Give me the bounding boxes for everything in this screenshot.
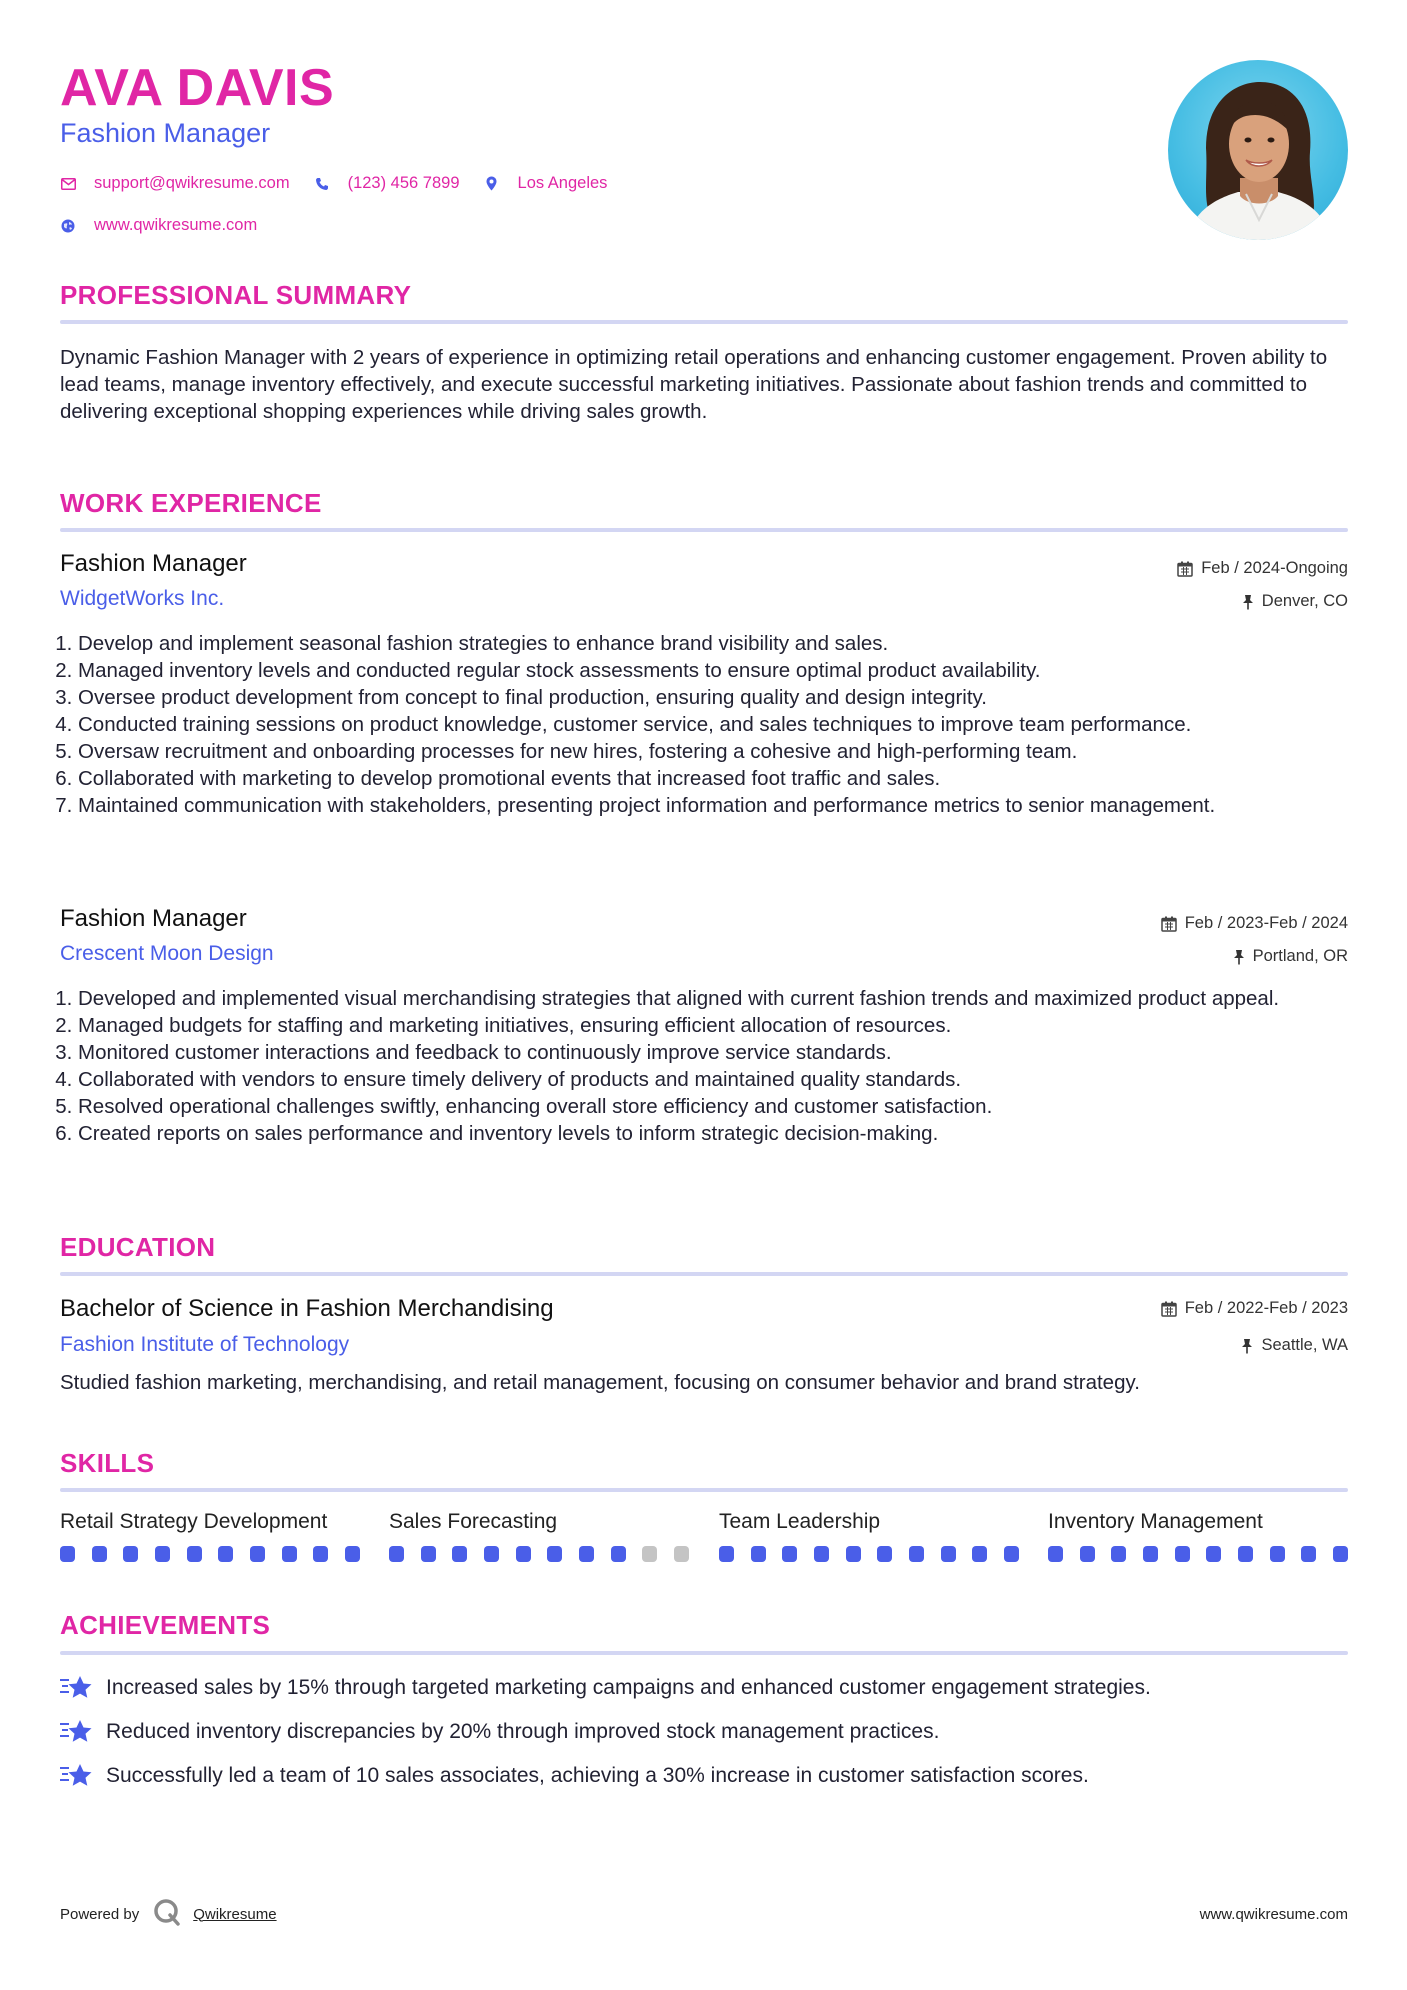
summary-text: Dynamic Fashion Manager with 2 years of experience in optimizing retail operations and enhancing customer engagement. Proven ability to lead teams, manage inventory effectively, and execute successful marketing initiatives. Passionate about fashion trends and committed to delivering exceptional shopping experiences while driving sales growth. [60,346,1328,423]
candidate-name: AVA DAVIS [60,59,335,117]
education-dates-text: Feb / 2022-Feb / 2023 [1184,1299,1348,1317]
pin-icon [1233,949,1245,965]
location-text: Los Angeles [517,174,608,192]
job-bullets [60,985,1348,1147]
section-divider [60,1488,1348,1492]
star-icon [60,1674,92,1702]
contact-row [60,174,631,193]
skill-dot-filled [941,1546,956,1562]
skill-dot-filled [92,1546,107,1562]
skill-item [389,1510,689,1562]
achievement-item [60,1674,1151,1702]
skill-dot-filled [123,1546,138,1562]
list-item: 4. Conducted training sessions on product knowledge, customer service, and sales techniques to improve team performance. [78,711,1348,738]
skill-rating [719,1546,1019,1562]
job-location [1233,947,1348,966]
skill-dot-filled [1270,1546,1285,1562]
education-dates [1161,1299,1348,1318]
skill-dot-filled [579,1546,594,1562]
skill-dot-filled [389,1546,404,1562]
summary-heading: PROFESSIONAL SUMMARY [60,280,412,310]
skill-dot-filled [1048,1546,1063,1562]
map-pin-icon [484,176,500,192]
skill-dot-filled [1175,1546,1190,1562]
job-location-text: Denver, CO [1261,592,1348,610]
list-item: 1. Developed and implemented visual merchandising strategies that aligned with current fashion trends and maximized product appeal. [78,985,1348,1012]
envelope-icon [60,176,76,192]
school-name: Fashion Institute of Technology [60,1333,350,1356]
skill-dot-filled [1143,1546,1158,1562]
list-item: 5. Resolved operational challenges swiftly, enhancing overall store efficiency and customer satisfaction. [78,1093,1348,1120]
skill-dot-filled [611,1546,626,1562]
list-item: 6. Collaborated with marketing to develop promotional events that increased foot traffic and sales. [78,765,1348,792]
list-item: 3. Monitored customer interactions and feedback to continuously improve service standards. [78,1039,1348,1066]
pin-icon [1242,594,1254,610]
skill-item [60,1510,360,1562]
skill-name: Retail Strategy Development [60,1510,328,1533]
job-bullets [60,630,1348,819]
achievement-item [60,1762,1089,1790]
skill-dot-filled [719,1546,734,1562]
powered-by-label: Powered by [60,1905,140,1923]
candidate-title: Fashion Manager [60,118,271,148]
skill-dot-filled [452,1546,467,1562]
skill-dot-filled [187,1546,202,1562]
section-divider [60,1272,1348,1276]
skill-dot-filled [313,1546,328,1562]
skill-dot-filled [218,1546,233,1562]
profile-photo [1168,60,1348,240]
skill-dot-filled [877,1546,892,1562]
skill-dot-filled [1238,1546,1253,1562]
globe-icon [60,218,76,234]
skill-dot-filled [846,1546,861,1562]
achievements-heading: ACHIEVEMENTS [60,1610,271,1640]
section-divider [60,528,1348,532]
calendar-icon [1177,561,1193,577]
list-item: 5. Oversaw recruitment and onboarding processes for new hires, fostering a cohesive and high-performing team. [78,738,1348,765]
job-dates-text: Feb / 2024-Ongoing [1201,559,1348,577]
skill-dot-filled [751,1546,766,1562]
skill-dot-filled [516,1546,531,1562]
skill-dot-filled [250,1546,265,1562]
footer-powered [60,1898,277,1930]
skill-rating [389,1546,689,1562]
pin-icon [1241,1338,1253,1354]
skill-dot-filled [972,1546,987,1562]
brand-link[interactable]: Qwikresume [193,1905,277,1923]
star-icon [60,1762,92,1790]
skill-dot-filled [60,1546,75,1562]
skill-dot-filled [421,1546,436,1562]
job-dates-text: Feb / 2023-Feb / 2024 [1184,914,1348,932]
degree-title: Bachelor of Science in Fashion Merchandising [60,1295,554,1322]
calendar-icon [1161,1301,1177,1317]
education-description: Studied fashion marketing, merchandising, and retail management, focusing on consumer behavior and brand strategy. [60,1371,1140,1394]
skill-dot-filled [1333,1546,1348,1562]
website-link[interactable]: www.qwikresume.com [94,216,258,234]
skill-dot-filled [547,1546,562,1562]
education-location [1241,1336,1348,1355]
footer-url[interactable]: www.qwikresume.com [1199,1906,1348,1923]
skill-dot-empty [674,1546,689,1562]
achievement-text: Increased sales by 15% through targeted marketing campaigns and enhanced customer engagement strategies. [106,1676,1151,1699]
resume-page [60,0,1348,1990]
skill-dot-filled [1206,1546,1221,1562]
achievement-item [60,1718,939,1746]
education-location-text: Seattle, WA [1261,1336,1348,1354]
list-item: 4. Collaborated with vendors to ensure timely delivery of products and maintained quality standards. [78,1066,1348,1093]
list-item: 2. Managed budgets for staffing and marketing initiatives, ensuring efficient allocation of resources. [78,1012,1348,1039]
skill-dot-filled [814,1546,829,1562]
section-divider [60,1651,1348,1655]
list-item: 6. Created reports on sales performance and inventory levels to inform strategic decision-making. [78,1120,1348,1147]
skill-item [719,1510,1019,1562]
experience-heading: WORK EXPERIENCE [60,488,322,518]
email-link[interactable]: support@qwikresume.com [94,174,290,192]
job-company: WidgetWorks Inc. [60,587,225,610]
achievement-text: Successfully led a team of 10 sales associates, achieving a 30% increase in customer satisfaction scores. [106,1764,1089,1787]
skill-dot-empty [642,1546,657,1562]
list-item: 7. Maintained communication with stakeholders, presenting project information and performance metrics to senior management. [78,792,1348,819]
skill-dot-filled [1080,1546,1095,1562]
skill-dot-filled [345,1546,360,1562]
job-role: Fashion Manager [60,550,247,577]
skills-heading: SKILLS [60,1448,155,1478]
skill-dot-filled [782,1546,797,1562]
list-item: 1. Develop and implement seasonal fashion strategies to enhance brand visibility and sales. [78,630,1348,657]
job-dates [1177,559,1348,578]
list-item: 3. Oversee product development from concept to final production, ensuring quality and design integrity. [78,684,1348,711]
job-role: Fashion Manager [60,905,247,932]
skill-rating [1048,1546,1348,1562]
skill-name: Inventory Management [1048,1510,1263,1533]
job-dates [1161,914,1348,933]
phone-number[interactable]: (123) 456 7899 [347,174,460,192]
skill-dot-filled [1301,1546,1316,1562]
job-company: Crescent Moon Design [60,942,274,965]
skill-dot-filled [909,1546,924,1562]
qwikresume-logo-icon [153,1898,181,1930]
skill-item [1048,1510,1348,1562]
skill-name: Team Leadership [719,1510,881,1533]
skill-dot-filled [155,1546,170,1562]
list-item: 2. Managed inventory levels and conducted regular stock assessments to ensure optimal product availability. [78,657,1348,684]
job-location [1242,592,1348,611]
education-heading: EDUCATION [60,1232,216,1262]
skill-name: Sales Forecasting [389,1510,558,1533]
skill-dot-filled [1111,1546,1126,1562]
phone-icon [314,176,330,192]
job-location-text: Portland, OR [1252,947,1348,965]
skill-dot-filled [484,1546,499,1562]
achievement-text: Reduced inventory discrepancies by 20% through improved stock management practices. [106,1720,940,1743]
calendar-icon [1161,916,1177,932]
skill-dot-filled [282,1546,297,1562]
skill-rating [60,1546,360,1562]
section-divider [60,320,1348,324]
skill-dot-filled [1004,1546,1019,1562]
website-row [60,216,281,235]
star-icon [60,1718,92,1746]
